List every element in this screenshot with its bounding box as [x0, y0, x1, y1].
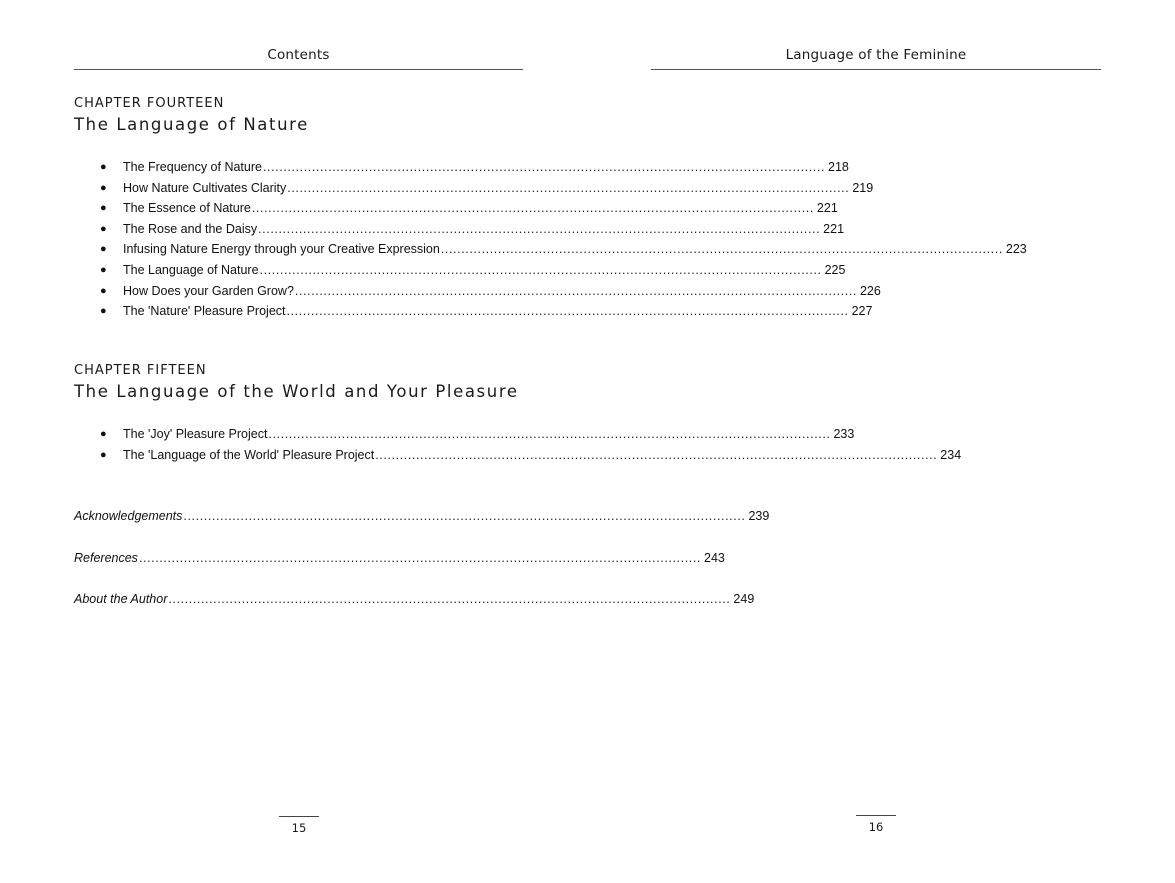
toc-page-number: 219 — [852, 180, 874, 195]
chapter-label: CHAPTER FIFTEEN — [74, 363, 207, 378]
toc-entry-title: About the Author — [74, 592, 168, 607]
toc-entry-about-the-author[interactable] — [74, 589, 755, 610]
toc-entry-title: The 'Joy' Pleasure Project — [123, 427, 268, 441]
toc-page-number: 249 — [733, 592, 755, 607]
bullet: ● — [100, 448, 107, 461]
toc-entry-title: Infusing Nature Energy through your Creative Expression — [123, 242, 440, 257]
bullet: ● — [100, 202, 107, 215]
right-page — [651, 0, 1101, 883]
toc-page-number: 218 — [828, 160, 849, 174]
page-number: 15 — [291, 821, 307, 835]
dot-leader: .......................................................................................................................................... — [268, 427, 831, 441]
toc-entry[interactable] — [74, 260, 846, 281]
bullet: ● — [100, 181, 107, 194]
header-rule — [651, 69, 1101, 70]
toc-entry-acknowledgements[interactable] — [74, 506, 770, 527]
toc-page-number: 239 — [748, 509, 770, 523]
dot-leader: .......................................................................................................................................... — [294, 283, 857, 298]
bullet: ● — [100, 428, 107, 440]
toc-entry[interactable] — [74, 445, 962, 466]
bullet: ● — [100, 222, 107, 235]
bullet: ● — [100, 243, 107, 256]
toc-entry-title: The Essence of Nature — [123, 201, 251, 216]
chapter-title: The Language of the World and Your Pleasure — [74, 382, 519, 401]
toc-page-number: 234 — [940, 447, 962, 462]
toc-entry-title: The Language of Nature — [123, 262, 259, 277]
dot-leader: .......................................................................................................................................... — [287, 180, 850, 195]
dot-leader: .......................................................................................................................................... — [168, 592, 731, 607]
toc-entry-title: How Does your Garden Grow? — [123, 283, 294, 298]
toc-entry-title: References — [74, 550, 138, 565]
toc-entry[interactable] — [74, 424, 855, 445]
toc-page-number: 233 — [833, 427, 855, 441]
footer-rule — [279, 816, 319, 817]
toc-entry[interactable] — [74, 281, 881, 302]
dot-leader: .......................................................................................................................................... — [138, 550, 701, 565]
toc-page-number: 221 — [816, 201, 838, 216]
chapter-fifteen-entries — [74, 424, 962, 465]
toc-entry-title: The 'Nature' Pleasure Project — [123, 304, 286, 319]
chapter-title: The Language of Nature — [74, 115, 309, 134]
chapter-fifteen-heading — [74, 363, 523, 403]
dot-leader: .......................................................................................................................................... — [440, 242, 1003, 257]
toc-entry[interactable] — [74, 178, 874, 199]
toc-entry[interactable] — [74, 239, 1027, 260]
toc-entry-title: Acknowledgements — [74, 509, 183, 523]
toc-entry[interactable] — [74, 219, 845, 240]
dot-leader: .......................................................................................................................................... — [375, 447, 938, 462]
toc-entry[interactable] — [74, 301, 873, 322]
chapter-fourteen-entries — [74, 157, 1027, 322]
dot-leader: .......................................................................................................................................... — [183, 509, 746, 523]
footer-rule — [856, 815, 896, 816]
toc-page-number: 223 — [1005, 242, 1027, 257]
toc-entry-references[interactable] — [74, 548, 725, 569]
running-head: Language of the Feminine — [785, 47, 967, 63]
bullet: ● — [100, 284, 107, 297]
page-number: 16 — [868, 820, 884, 834]
header-rule — [74, 69, 523, 70]
bullet: ● — [100, 161, 107, 173]
toc-page-number: 226 — [859, 283, 881, 298]
chapter-label: CHAPTER FOURTEEN — [74, 96, 225, 111]
bullet: ● — [100, 263, 107, 276]
toc-entry[interactable] — [74, 198, 838, 219]
toc-entry-title: How Nature Cultivates Clarity — [123, 180, 287, 195]
dot-leader: .......................................................................................................................................... — [258, 221, 821, 236]
running-head: Contents — [267, 47, 330, 63]
toc-entry-title: The Frequency of Nature — [123, 160, 262, 174]
toc-entry[interactable] — [74, 157, 849, 178]
dot-leader: .......................................................................................................................................... — [262, 160, 826, 174]
toc-entry-title: The 'Language of the World' Pleasure Project — [123, 447, 375, 462]
dot-leader: .......................................................................................................................................... — [286, 304, 849, 319]
toc-entry-title: The Rose and the Daisy — [123, 221, 258, 236]
toc-page-number: 221 — [823, 221, 845, 236]
toc-page-number: 225 — [824, 262, 846, 277]
bullet: ● — [100, 305, 107, 318]
back-matter-entries — [74, 506, 770, 610]
dot-leader: .......................................................................................................................................... — [251, 201, 814, 216]
dot-leader: .......................................................................................................................................... — [259, 262, 822, 277]
toc-page-number: 243 — [704, 550, 725, 565]
toc-page-number: 227 — [851, 304, 873, 319]
chapter-fourteen-heading — [74, 96, 523, 136]
